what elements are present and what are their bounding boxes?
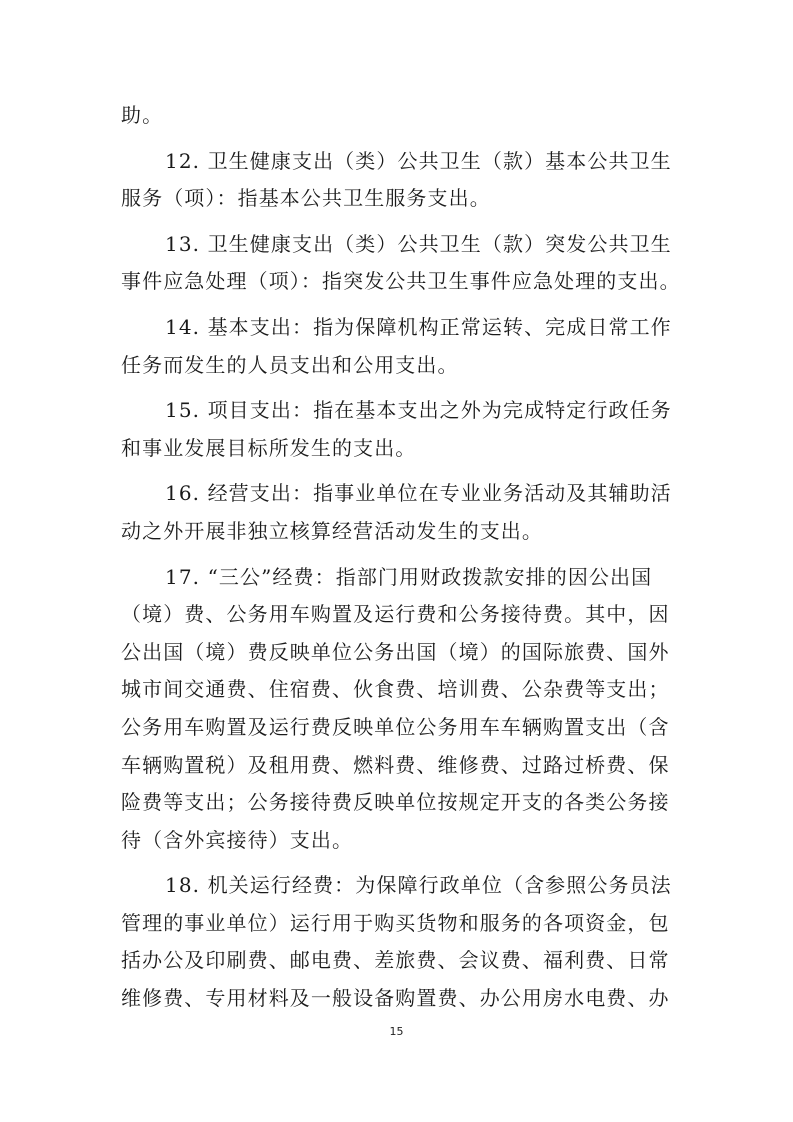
text-line: 动之外开展非独立核算经营活动发生的支出。	[121, 518, 543, 543]
text-line: 险费等支出；公务接待费反映单位按规定开支的各类公务接	[121, 790, 670, 815]
paragraph	[121, 867, 681, 1017]
text-line: 事件应急处理（项）：指突发公共卫生事件应急处理的支出。	[121, 269, 681, 294]
text-line: 助。	[121, 103, 164, 127]
text-line: 待（含外宾接待）支出。	[121, 827, 354, 852]
text-line: 14. 基本支出：指为保障机构正常运转、完成日常工作	[165, 314, 672, 339]
text-line: 12. 卫生健康支出（类）公共卫生（款）基本公共卫生	[165, 148, 672, 173]
text-line: 18. 机关运行经费：为保障行政单位（含参照公务员法	[165, 873, 672, 898]
paragraph	[121, 143, 681, 218]
text-line: 括办公及印刷费、邮电费、差旅费、会议费、福利费、日常	[121, 948, 670, 973]
text-line: 17. “三公”经费：指部门用财政拨款安排的因公出国	[165, 564, 653, 589]
paragraph	[121, 226, 681, 301]
page-number: 15	[389, 1025, 404, 1038]
text-line: 车辆购置税）及租用费、燃料费、维修费、过路过桥费、保	[121, 752, 670, 777]
text-line: 维修费、专用材料及一般设备购置费、办公用房水电费、办	[121, 986, 670, 1011]
text-line: 城市间交通费、住宿费、伙食费、培训费、公杂费等支出；	[121, 677, 670, 702]
text-line: 15. 项目支出：指在基本支出之外为完成特定行政任务	[165, 398, 672, 423]
text-line: 公务用车购置及运行费反映单位公务用车车辆购置支出（含	[121, 714, 670, 739]
text-line: （境）费、公务用车购置及运行费和公务接待费。其中，因	[121, 602, 670, 627]
text-line: 任务而发生的人员支出和公用支出。	[121, 352, 459, 377]
text-line: 服务（项）：指基本公共卫生服务支出。	[121, 186, 491, 211]
paragraph	[121, 392, 681, 467]
body-text	[121, 97, 681, 1026]
paragraph	[121, 309, 681, 384]
text-line: 管理的事业单位）运行用于购买货物和服务的各项资金，包	[121, 910, 670, 935]
paragraph	[121, 475, 681, 550]
paragraph	[121, 559, 681, 860]
text-line: 13. 卫生健康支出（类）公共卫生（款）突发公共卫生	[165, 231, 672, 256]
text-line: 和事业发展目标所发生的支出。	[121, 435, 417, 460]
text-line: 16. 经营支出：指事业单位在专业业务活动及其辅助活	[165, 481, 672, 506]
text-line: 公出国（境）费反映单位公务出国（境）的国际旅费、国外	[121, 639, 670, 664]
paragraph	[121, 97, 681, 135]
